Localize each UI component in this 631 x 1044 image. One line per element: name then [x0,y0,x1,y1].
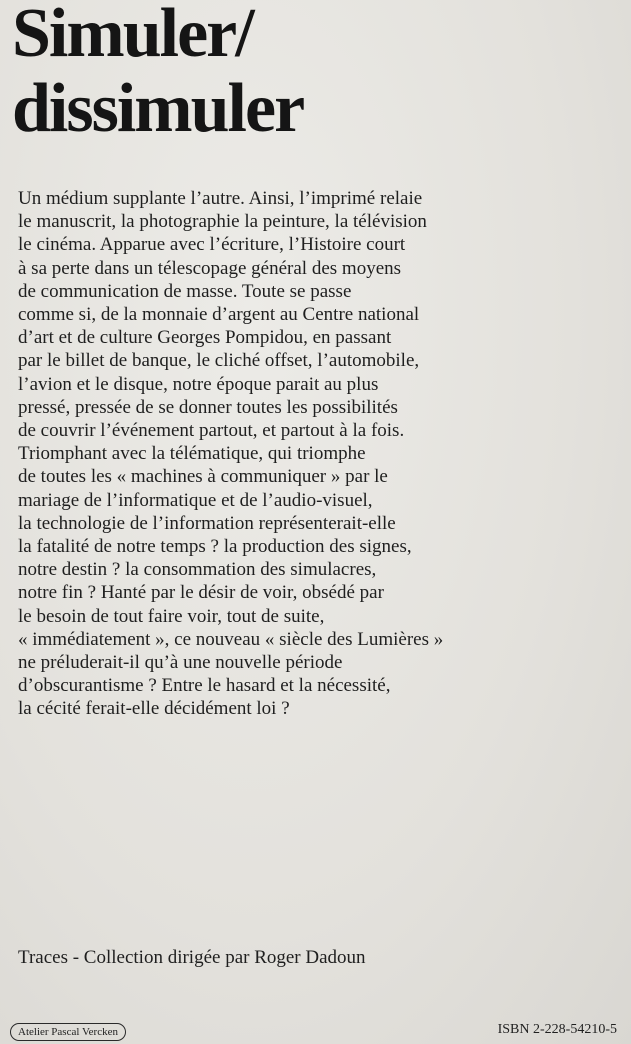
collection-credit: Traces - Collection dirigée par Roger Dadoun [18,947,366,968]
blurb-line: par le billet de banque, le cliché offset, l’automobile, [18,350,420,372]
blurb-line: le besoin de tout faire voir, tout de suite, [18,605,325,627]
blurb-line: d’art et de culture Georges Pompidou, en passant [18,327,392,349]
isbn-number: ISBN 2-228-54210-5 [497,1022,617,1037]
blurb-line: « immédiatement », ce nouveau « siècle des Lumières » [18,628,444,650]
blurb-line: pressé, pressée de se donner toutes les possibilités [18,396,398,418]
blurb-line: à sa perte dans un télescopage général des moyens [18,257,402,279]
blurb-line: de couvrir l’événement partout, et partout à la fois. [18,420,405,442]
blurb-line: l’avion et le disque, notre époque parait au plus [18,373,379,395]
blurb-line: de toutes les « machines à communiquer » par le [18,466,388,488]
blurb-line: mariage de l’informatique et de l’audio-visuel, [18,489,373,511]
book-title [12,0,303,146]
blurb-line: ne préluderait-il qu’à une nouvelle période [18,652,343,674]
blurb-line: notre fin ? Hanté par le désir de voir, obsédé par [18,582,384,604]
blurb-line: de communication de masse. Toute se passe [18,280,352,302]
blurb-line: la technologie de l’information représenterait-elle [18,512,396,534]
title-line-2: dissimuler [12,70,304,147]
blurb-line: Un médium supplante l’autre. Ainsi, l’imprimé relaie [18,188,423,209]
blurb-line: la cécité ferait-elle décidément loi ? [18,698,290,720]
blurb-line: le manuscrit, la photographie la peinture, la télévision [18,211,427,233]
blurb-line: le cinéma. Apparue avec l’écriture, l’Histoire court [18,234,406,256]
blurb-line: d’obscurantisme ? Entre le hasard et la nécessité, [18,675,391,697]
blurb-line: comme si, de la monnaie d’argent au Centre national [18,304,420,326]
title-line-1: Simuler/ [12,0,253,72]
blurb-line: notre destin ? la consommation des simulacres, [18,559,377,581]
design-studio-credit: Atelier Pascal Vercken [10,1023,126,1041]
blurb-text [18,187,618,721]
blurb-line: la fatalité de notre temps ? la production des signes, [18,536,412,558]
blurb-line: Triomphant avec la télématique, qui triomphe [18,443,366,465]
